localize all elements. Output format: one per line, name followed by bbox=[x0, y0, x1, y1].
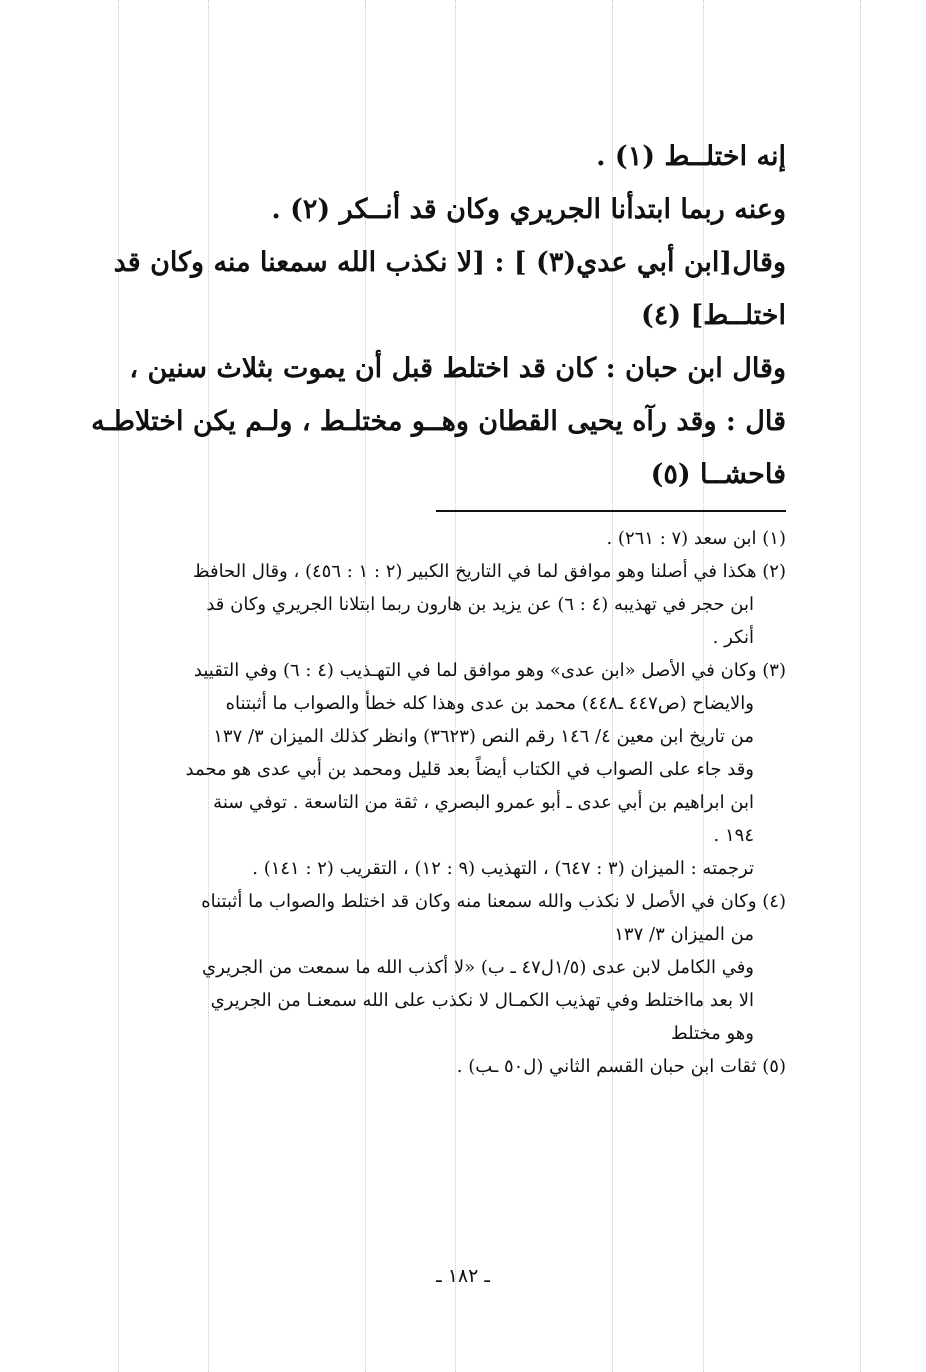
page-number: ـ ١٨٢ ـ bbox=[436, 1265, 490, 1287]
footnote-line: وقد جاء على الصواب في الكتاب أيضاً بعد قليل ومحمد بن أبي عدى هو محمد bbox=[185, 759, 754, 780]
footnote-line: ترجمته : الميزان (٣ : ٦٤٧) ، التهذيب (٩ : ١٢) ، التقريب (٢ : ١٤١) . bbox=[252, 858, 754, 879]
footnote-line: والايضاح (ص٤٤٧ ـ٤٤٨) محمد بن عدى وهذا كله خطأ والصواب ما أثبتناه bbox=[225, 693, 754, 714]
footnote-line: من تاريخ ابن معين ٤/ ١٤٦ رقم النص (٣٦٢٣) وانظر كذلك الميزان ٣/ ١٣٧ bbox=[213, 726, 754, 747]
footnote-line: (١) ابن سعد (٧ : ٢٦١) . bbox=[606, 528, 786, 549]
footnote-line: (٣) وكان في الأصل «ابن عدى» وهو موافق لما في التهـذيب (٤ : ٦) وفي التقييد bbox=[193, 660, 786, 681]
footnote-line: (٤) وكان في الأصل لا نكذب والله سمعنا منه وكان قد اختلط والصواب ما أثبتناه bbox=[201, 891, 786, 912]
footnote-line: ١٩٤ . bbox=[713, 825, 754, 846]
body-line: وقال[ابن أبي عدي(٣) ] : [لا نكذب الله سمعنا منه وكان قد bbox=[113, 247, 786, 278]
footnote-line: ابن حجر في تهذيبه (٤ : ٦) عن يزيد بن هارون ربما ابتلانا الجريري وكان قد bbox=[206, 594, 754, 615]
footnotes-section bbox=[86, 522, 786, 1083]
footnote-line: وهو مختلط bbox=[671, 1023, 754, 1044]
footnote-line: (٢) هكذا في أصلنا وهو موافق لما في التاريخ الكبير (٢ : ١ : ٤٥٦) ، وقال الحافظ bbox=[192, 561, 786, 582]
body-line: قال : وقد رآه يحيى القطان وهــو مختلـط ، ولـم يكن اختلاطـه bbox=[91, 406, 786, 437]
footnote-line: وفي الكامل لابن عدى (١/٥ل٤٧ ـ ب) «لا أكذب الله ما سمعت من الجريري bbox=[202, 957, 754, 978]
footnote-line: أنكر . bbox=[712, 627, 754, 648]
main-body-text bbox=[86, 130, 786, 501]
footnote-divider bbox=[436, 510, 786, 512]
footnote-line: من الميزان ٣/ ١٣٧ bbox=[614, 924, 754, 945]
body-line: اختلــط] (٤) bbox=[641, 300, 786, 331]
body-line: وقال ابن حبان : كان قد اختلط قبل أن يموت بثلاث سنين ، bbox=[129, 353, 786, 384]
scan-guide-line bbox=[860, 0, 861, 1372]
footnote-line: الا بعد مااختلط وفي تهذيب الكمـال لا نكذب على الله سمعنـا من الجريري bbox=[210, 990, 754, 1011]
footnote-line: (٥) ثقات ابن حبان القسم الثاني (ل٥٠ ـب) . bbox=[456, 1056, 786, 1077]
footnote-line: ابن ابراهيم بن أبي عدى ـ أبو عمرو البصري ، ثقة من التاسعة . توفي سنة bbox=[213, 792, 754, 813]
body-line: إنه اختلــط (١) . bbox=[596, 141, 786, 172]
body-line: فاحشــا (٥) bbox=[650, 459, 786, 490]
body-line: وعنه ربما ابتدأنا الجريري وكان قد أنــكر (٢) . bbox=[271, 194, 786, 225]
